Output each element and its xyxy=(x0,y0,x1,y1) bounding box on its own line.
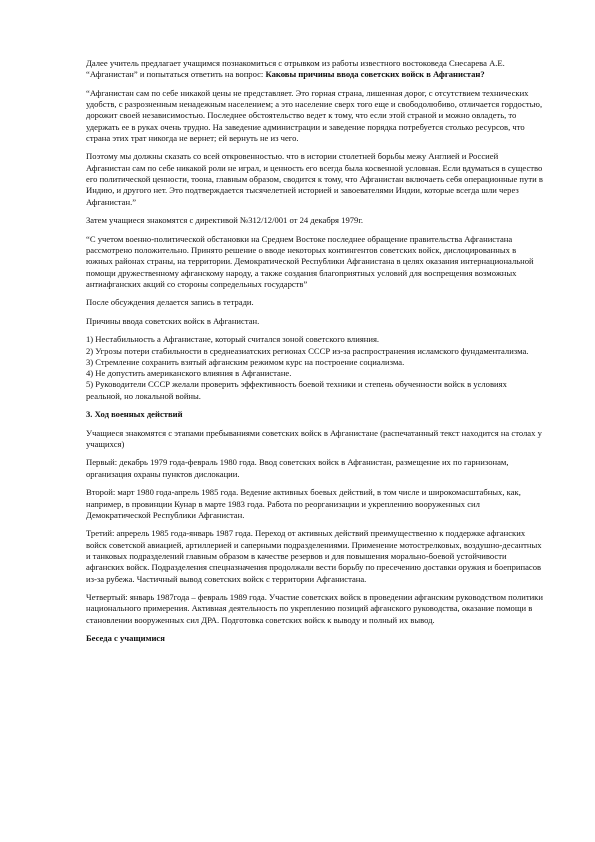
reasons-list xyxy=(86,334,544,402)
stage-3: Третий: апререль 1985 года-январь 1987 года. Переход от активных действий преимущественно к поддержке афганских войск советской авиацией, артиллерией и саперными подразделениями. Применение мотострелковых, воздушно-десантных и танковых подразделений главным образом в качестве резервов и для повышения морально-боевой устойчивости афганских войск. Подразделения спецназначения продолжали вести борьбу по пресечению доставки оружия и боеприпасов из-за рубежа. Частичный вывод советских войск с территории Афганистана. xyxy=(86,528,542,584)
quote-snesarev-2: Поэтому мы должны сказать со всей откровенностью. что в истории столетней борьбы межу Англией и Россией Афганистан сам по себе никакой роли не играл, и ценность его всегда была косвенной условная. Если вдуматься в существо его политической ценности, тоона, главным образом, сводится к тому, что Афганистан включаеть себя операционные пути в Индию, и другого нет. Это подтверждается тысячелетней историей и завоевателями Индии, которые всегда шли через Афганистан.” xyxy=(86,151,543,207)
stage-4: Четвертый: январь 1987года – февраль 1989 года. Участие советских войск в проведении афганским руководством политики национального примерения. Активная деятельность по укреплению позиций афганского руководства, оказание помощи в становлении вооруженных сил ДРА. Подготовка советских войск к выводу и полный их вывод. xyxy=(86,592,543,625)
stage-1: Первый: декабрь 1979 года-февраль 1980 года. Ввод советских войск в Афганистан, размещение их по гарнизонам, организация охраны пунктов дислокации. xyxy=(86,457,509,479)
after-discussion: После обсуждения делается запись в тетради. xyxy=(86,297,254,308)
stage-2: Второй: март 1980 года-апрель 1985 года. Ведение активных боевых действий, в том числе и широкомасштабных, как, например, в провинции Кунар в марте 1983 года. Работа по реорганизации и укреплению вооруженных сил Демократической Республики Афганистан. xyxy=(86,487,521,520)
section-3-heading: 3. Ход военных действий xyxy=(86,409,183,420)
directive-quote: “С учетом военно-политической обстановки на Среднем Востоке последнее обращение правительства Афганистана рассмотрено положительно. Принято решение о вводе некоторых контингентов советских войск, дислоцированных в южных районах страны, на территории. Демократической Республики Афганистана в целях оказания интернациональной помощи дружественному афганскому народу, а также создания благоприятных условий для воспрещения возможных антиафганских акций со стороны сопредельных государств” xyxy=(86,233,534,289)
reason-item: 3) Стремление сохранить взятый афганским режимом курс на построение социализма. xyxy=(86,356,405,367)
intro-paragraph xyxy=(86,58,544,81)
reason-item: 1) Нестабильность а Афганистане, который считался зоной советского влияния. xyxy=(86,334,380,345)
document-page xyxy=(86,58,544,652)
quote-snesarev-1: “Афганистан сам по себе никакой цены не представляет. Это горная страна, лишенная дорог, с отсутствием технических удобств, с разрозненным ненадежным населением; а это население сверх того еще и свободолюбиво, отличается гордостью, дорожит своей независимостью. Последнее обстоятельство ведет к тому, что если этой страной и можно овладеть, то удержать ее в руках очень трудно. На заведение администрации и заведение порядка потребуется столько ресурсов, что страна этих трат никогда не вернет; ей вернуть не из чего. xyxy=(86,87,543,143)
reason-item: 5) Руководители СССР желали проверить эффективность боевой техники и степень обученности войск в условиях реальной, но локальной войны. xyxy=(86,379,507,401)
reason-item: 4) Не допустить американского влияния в Афганистане. xyxy=(86,368,292,379)
intro-question: Каковы причины ввода советских войск в Афганистан? xyxy=(265,69,485,80)
reasons-title: Причины ввода советских войск в Афганистан. xyxy=(86,315,260,326)
conversation-heading: Беседа с учащимися xyxy=(86,633,165,644)
stages-intro: Учащиеся знакомятся с этапами пребываниями советских войск в Афганистане (распечатанный текст находится на столах у учащихся) xyxy=(86,427,542,449)
reason-item: 2) Угрозы потери стабильности в среднеазиатских регионах СССР из-за распространения исламского фундаментализма. xyxy=(86,345,529,356)
directive-intro: Затем учащиеся знакомятся с директивой №312/12/001 от 24 декабря 1979г. xyxy=(86,215,364,226)
intro-text: Далее учитель предлагает учащимся познакомиться с отрывком из работы известного востоковеда Снесарева А.Е. “Афганистан” и попытаться ответить на вопрос: xyxy=(86,58,505,80)
